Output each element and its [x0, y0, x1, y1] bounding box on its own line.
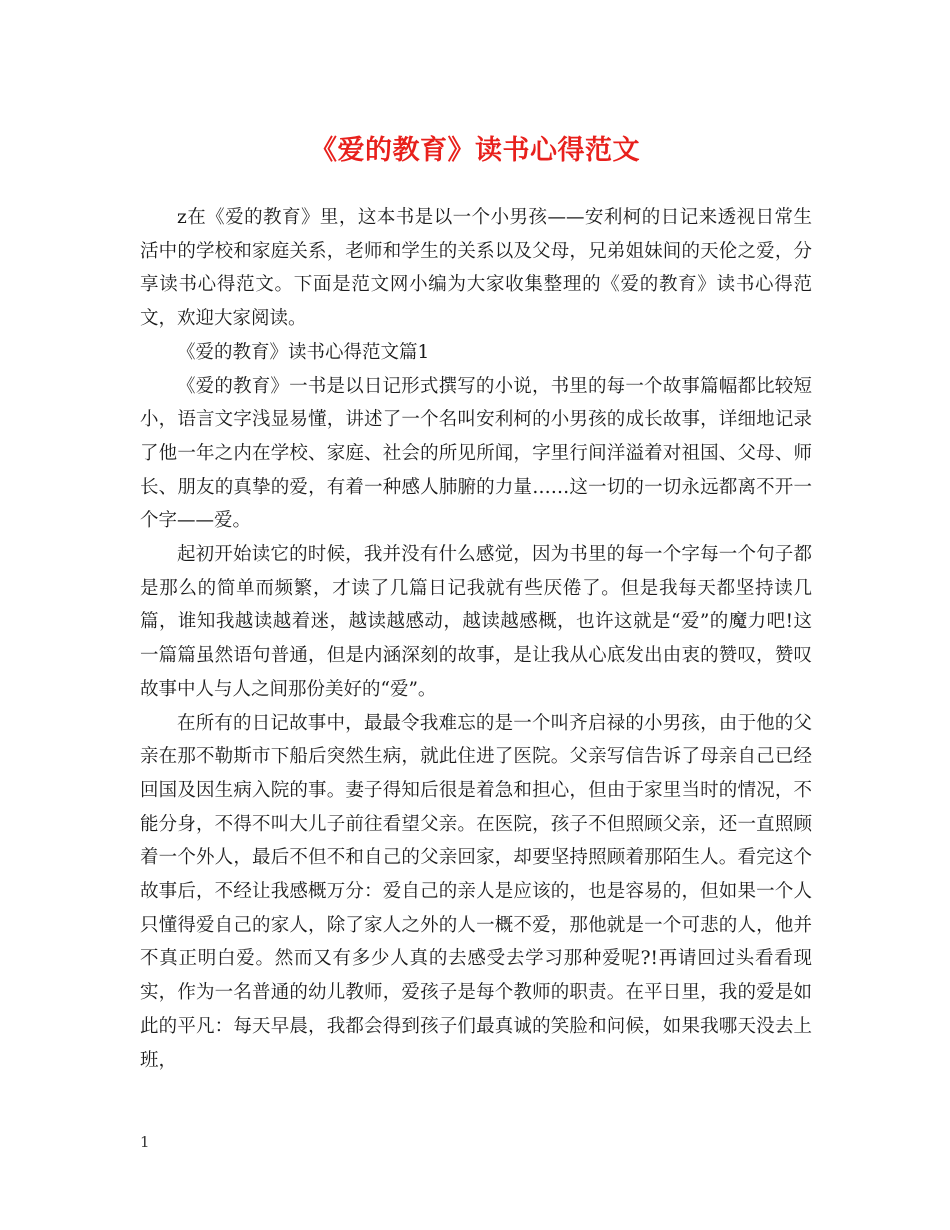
section-heading: 《爱的教育》读书心得范文篇1: [177, 341, 430, 363]
document-body: [140, 201, 812, 1077]
paragraph: 起初开始读它的时候，我并没有什么感觉，因为书里的每一个字每一个句子都是那么的简单而频繁，才读了几篇日记我就有些厌倦了。但是我每天都坚持读几篇，谁知我越读越着迷，越读越感动，越读越感概，也许这就是“爱”的魔力吧!这一篇篇虽然语句普通，但是内涵深刻的故事，是让我从心底发出由衷的赞叹，赞叹故事中人与人之间那份美好的“爱”。: [140, 544, 812, 700]
paragraph: 在所有的日记故事中，最最令我难忘的是一个叫齐启禄的小男孩，由于他的父亲在那不勒斯市下船后突然生病，就此住进了医院。父亲写信告诉了母亲自己已经回国及因生病入院的事。妻子得知后很是着急和担心，但由于家里当时的情况，不能分身，不得不叫大儿子前往看望父亲。在医院，孩子不但照顾父亲，还一直照顾着一个外人，最后不但不和自己的父亲回家，却要坚持照顾着那陌生人。看完这个故事后，不经让我感概万分：爱自己的亲人是应该的，也是容易的，但如果一个人只懂得爱自己的家人，除了家人之外的人一概不爱，那他就是一个可悲的人，他并不真正明白爱。然而又有多少人真的去感受去学习那种爱呢?!再请回过头看看现实，作为一名普通的幼儿教师，爱孩子是每个教师的职责。在平日里，我的爱是如此的平凡：每天早晨，我都会得到孩子们最真诚的笑脸和问候，如果我哪天没去上班，: [140, 712, 812, 1071]
page-number: 1: [140, 1133, 150, 1151]
document-title: 《爱的教育》读书心得范文: [310, 135, 640, 166]
paragraph: 《爱的教育》一书是以日记形式撰写的小说，书里的每一个故事篇幅都比较短小，语言文字浅显易懂，讲述了一个名叫安利柯的小男孩的成长故事，详细地记录了他一年之内在学校、家庭、社会的所见所闻，字里行间洋溢着对祖国、父母、师长、朋友的真挚的爱，有着一种感人肺腑的力量……这一切的一切永远都离不开一个字——爱。: [140, 375, 812, 532]
paragraph-intro: z在《爱的教育》里，这本书是以一个小男孩——安利柯的日记来透视日常生活中的学校和家庭关系，老师和学生的关系以及父母，兄弟姐妹间的天伦之爱，分享读书心得范文。下面是范文网小编为大家收集整理的《爱的教育》读书心得范文，欢迎大家阅读。: [140, 207, 812, 330]
